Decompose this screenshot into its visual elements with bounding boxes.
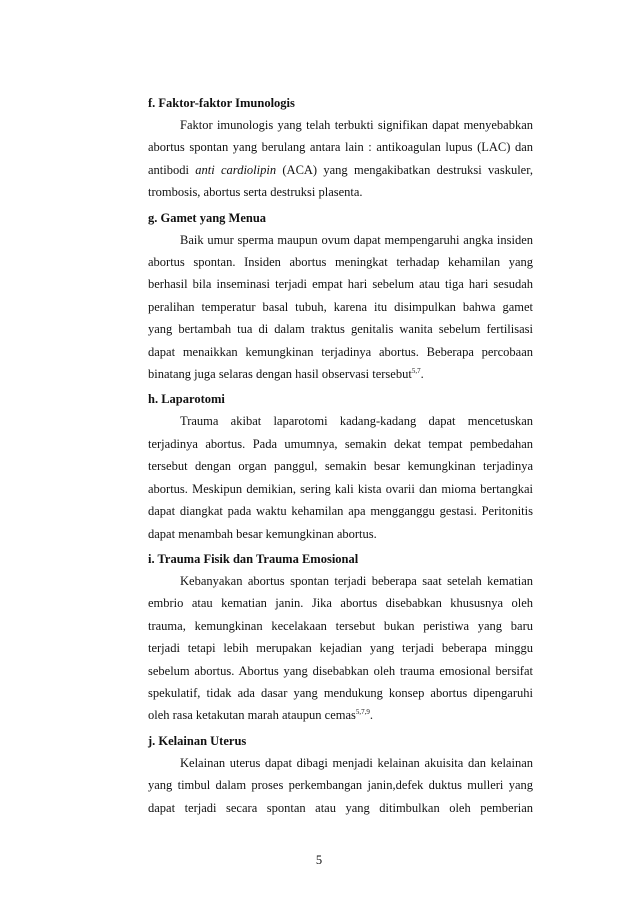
paragraph-line-italic [148,159,533,181]
section-heading: f. Faktor-faktor Imunologis [148,96,295,110]
paragraph-line: yang timbul dalam proses perkembangan janin,defek duktus mulleri yang [148,778,533,793]
paragraph-line [148,363,533,385]
paragraph-line: abortus. Meskipun demikian, sering kali kista ovarii dan mioma bertangkai [148,481,533,496]
paragraph-line: trombosis, abortus serta destruksi plasenta. [148,185,363,200]
line-end: . [420,367,424,382]
paragraph-line: terjadi tetapi lebih merupakan kejadian yang terjadi beberapa minggu [148,641,533,656]
paragraph-line: Faktor imunologis yang telah terbukti signifikan dapat menyebabkan [180,118,533,132]
paragraph-line: peralihan temperatur basal tubuh, karena itu disimpulkan bahwa gamet [148,299,533,314]
section-gamet-menua [148,207,533,386]
citation-ref: 5,7 [411,367,421,376]
paragraph-line: spekulatif, tidak ada dasar yang mendukung konsep abortus dipengaruhi [148,685,533,700]
paragraph-line: Kebanyakan abortus spontan terjadi beberapa saat setelah kematian [180,573,533,588]
line-text: binatang juga selaras dengan hasil observasi tersebut [148,367,412,382]
paragraph-line: tersebut dengan organ panggul, semakin besar kemungkinan terjadinya [148,459,533,474]
line-end: . [369,708,374,723]
section-heading: i. Trauma Fisik dan Trauma Emosional [148,551,359,566]
page-number: 5 [315,853,323,867]
paragraph-line: berhasil bila inseminasi terjadi empat hari sebelum atau tiga hari sesudah [148,277,533,292]
citation-ref: 5,7,9 [355,708,370,717]
paragraph-line: yang bertambah tua di dalam traktus genitalis wanita sebelum fertilisasi [148,322,533,337]
section-kelainan-uterus [148,730,533,819]
paragraph-line: dapat menambah besar kemungkinan abortus. [148,526,377,541]
paragraph-line: dapat menaikkan kemungkinan terjadinya abortus. Beberapa percobaan [148,344,533,359]
section-faktor-imunologis [148,92,533,204]
paragraph-line: Trauma akibat laparotomi kadang-kadang dapat mencetuskan [180,414,533,429]
section-heading: h. Laparotomi [148,392,225,407]
paragraph-line: trauma, kemungkinan kecelakaan tersebut bukan peristiwa yang baru [148,618,533,633]
italic-term: anti cardiolipin [195,162,277,177]
line-text: oleh rasa ketakutan marah ataupun cemas [148,708,356,723]
paragraph-line: dapat terjadi secara spontan atau yang ditimbulkan oleh pemberian [148,800,533,815]
section-laparotomi [148,388,533,544]
paragraph-line [148,704,533,726]
section-heading: g. Gamet yang Menua [148,210,267,225]
paragraph-line: abortus spontan yang berulang antara lain : antikoagulan lupus (LAC) dan [148,140,533,155]
document-page [148,92,533,822]
paragraph-line: Baik umur sperma maupun ovum dapat mempengaruhi angka insiden [180,232,533,247]
paragraph-line: dapat diangkat pada waktu kehamilan apa mengganggu gestasi. Peritonitis [148,504,533,519]
paragraph-line: terjadinya abortus. Pada umumnya, semakin dekat tempat pembedahan [148,436,533,451]
paragraph-line: Kelainan uterus dapat dibagi menjadi kelainan akuisita dan kelainan [180,755,533,770]
section-trauma [148,548,533,727]
paragraph-line: embrio atau kematian janin. Jika abortus disebabkan khususnya oleh [148,596,533,611]
paragraph-line: abortus spontan. Insiden abortus meningkat terhadap kehamilan yang [148,255,533,270]
italic-line-text: antibodi anti cardiolipin (ACA) yang mengakibatkan destruksi vaskuler, [148,162,534,177]
paragraph-line: sebelum abortus. Abortus yang disebabkan oleh trauma emosional bersifat [148,663,533,678]
section-heading: j. Kelainan Uterus [148,733,247,748]
